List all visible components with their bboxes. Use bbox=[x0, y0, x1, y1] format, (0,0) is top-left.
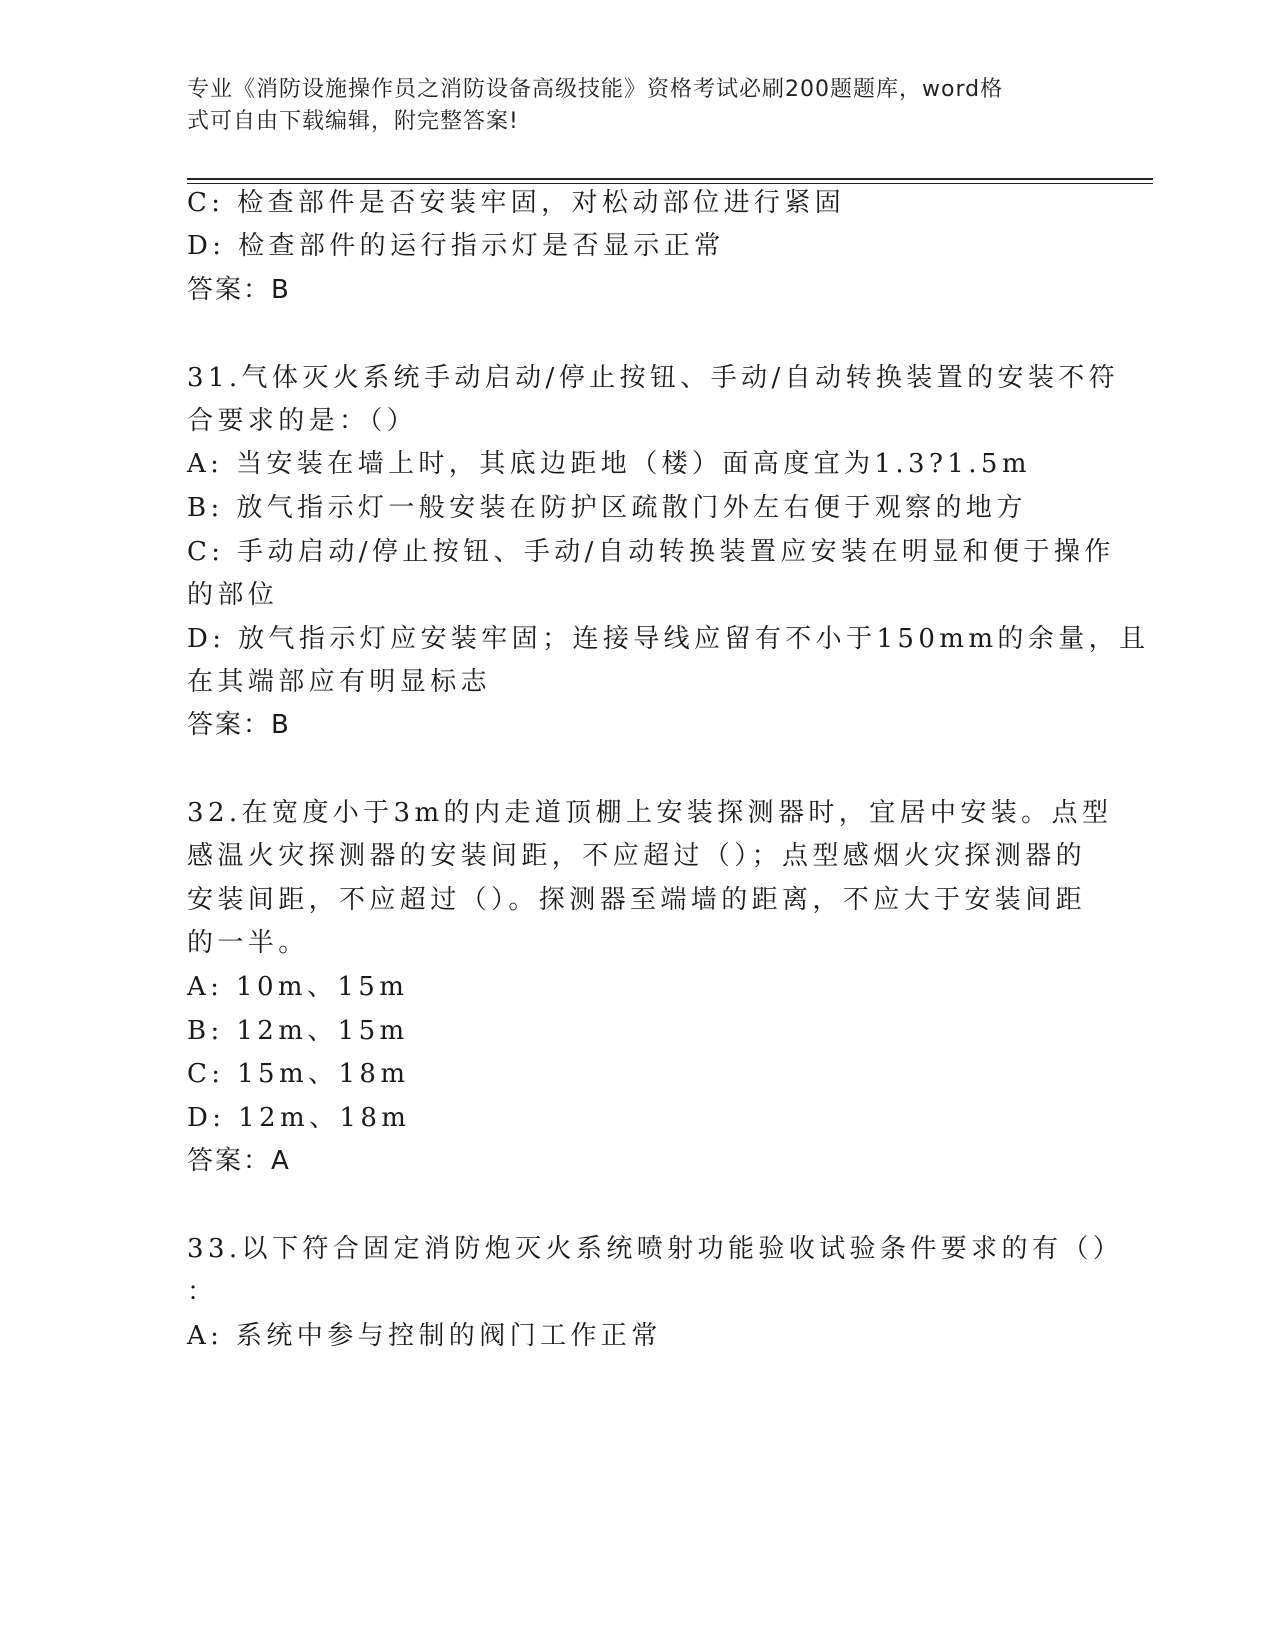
q31-stem-line-2: 合要求的是：（） bbox=[187, 406, 418, 436]
q31-option-b: B: 放气指示灯一般安装在防护区疏散门外左右便于观察的地方 bbox=[187, 493, 1027, 523]
q31-option-a: A: 当安装在墙上时，其底边距地（楼）面高度宜为1.3?1.5m bbox=[187, 449, 1031, 479]
header-divider-thin bbox=[187, 183, 1153, 184]
q31-option-c-line-2: 的部位 bbox=[187, 580, 279, 610]
q31-stem-line-1: 31.气体灭火系统手动启动/停止按钮、手动/自动转换装置的安装不符 bbox=[187, 363, 1120, 393]
q32-stem-line-2: 感温火灾探测器的安装间距，不应超过（）；点型感烟火灾探测器的 bbox=[187, 841, 1087, 871]
header-divider-thick bbox=[187, 178, 1153, 180]
q32-option-c: C: 15m、18m bbox=[187, 1059, 410, 1089]
prev-option-c: C: 检查部件是否安装牢固，对松动部位进行紧固 bbox=[187, 188, 846, 218]
q33-option-a: A: 系统中参与控制的阀门工作正常 bbox=[187, 1321, 662, 1351]
prev-option-d: D: 检查部件的运行指示灯是否显示正常 bbox=[187, 231, 725, 261]
q32-option-d: D: 12m、18m bbox=[187, 1103, 411, 1133]
q31-option-d-line-2: 在其端部应有明显标志 bbox=[187, 667, 492, 697]
q32-option-b: B: 12m、15m bbox=[187, 1016, 409, 1046]
q32-stem-line-3: 安装间距，不应超过（）。探测器至端墙的距离，不应大于安装间距 bbox=[187, 885, 1087, 915]
q32-option-a: A: 10m、15m bbox=[187, 972, 409, 1002]
header-line-2: 式可自由下载编辑，附完整答案! bbox=[187, 109, 519, 134]
q32-stem-line-1: 32.在宽度小于3m的内走道顶棚上安装探测器时，宜居中安装。点型 bbox=[187, 798, 1113, 828]
document-header bbox=[187, 74, 1067, 138]
q31-option-c-line-1: C: 手动启动/停止按钮、手动/自动转换装置应安装在明显和便于操作 bbox=[187, 537, 1115, 567]
q32-answer: 答案：A bbox=[187, 1146, 291, 1176]
prev-answer: 答案：B bbox=[187, 275, 291, 305]
q33-stem-line-1: 33.以下符合固定消防炮灭火系统喷射功能验收试验条件要求的有（） bbox=[187, 1234, 1124, 1264]
q32-stem-line-4: 的一半。 bbox=[187, 928, 309, 958]
q31-option-d-line-1: D: 放气指示灯应安装牢固；连接导线应留有不小于150mm的余量，且 bbox=[187, 624, 1150, 654]
header-line-1: 专业《消防设施操作员之消防设备高级技能》资格考试必刷200题题库，word格 bbox=[187, 77, 1004, 102]
q33-stem-line-2: ： bbox=[187, 1277, 218, 1307]
q31-answer: 答案：B bbox=[187, 710, 291, 740]
